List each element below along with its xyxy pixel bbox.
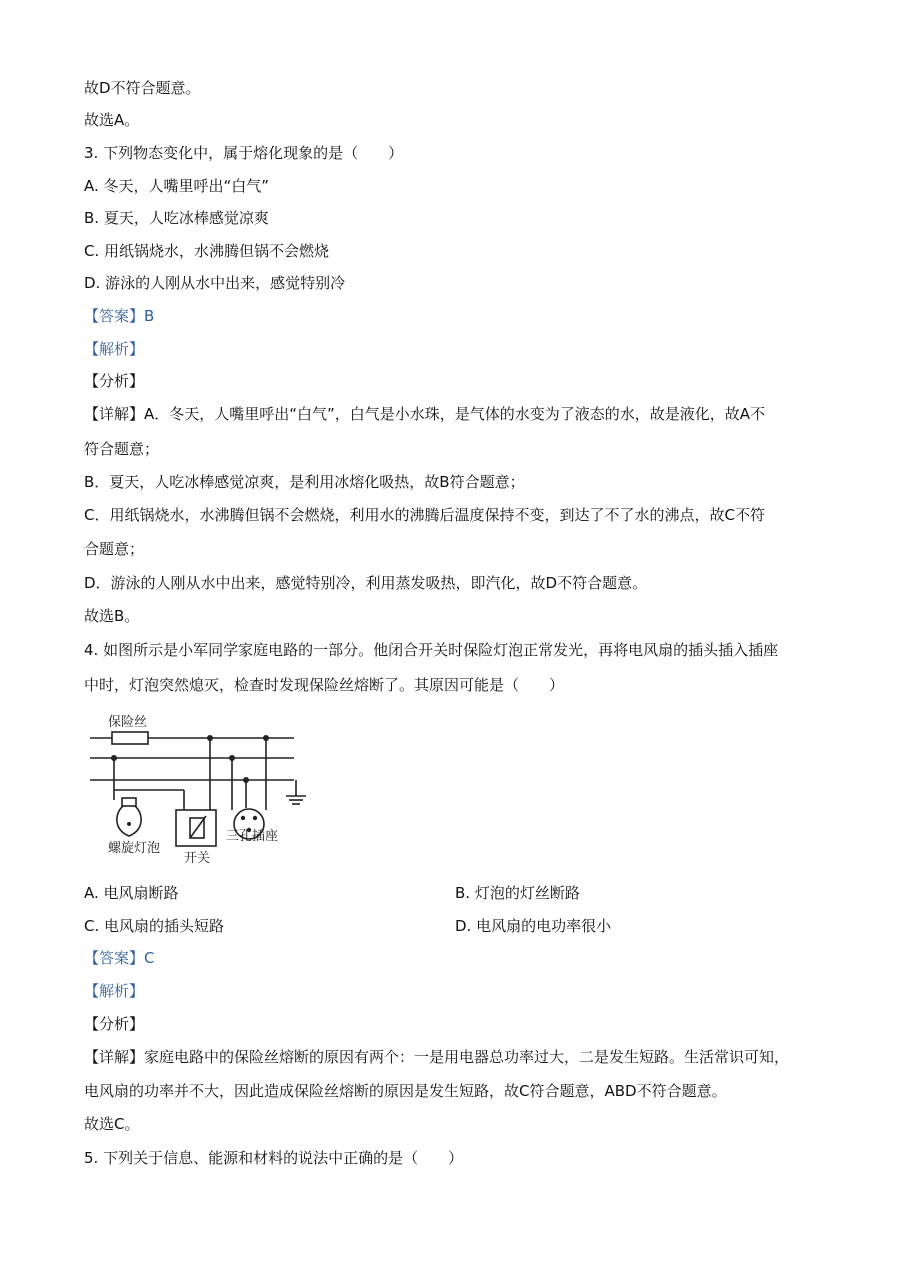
option-d: D. 游泳的人刚从水中出来，感觉特别冷 (84, 274, 346, 292)
analysis-label: 【解析】 (84, 982, 145, 1000)
detail-line: 合题意； (84, 540, 145, 558)
detail-line: 【详解】家庭电路中的保险丝熔断的原因有两个：一是用电器总功率过大，二是发生短路。生活常识可知， (84, 1048, 790, 1066)
bulb-label: 螺旋灯泡 (108, 841, 161, 856)
detail-line: 符合题意； (84, 440, 160, 458)
answer-label: 【答案】B (84, 307, 155, 325)
socket-label: 三孔插座 (226, 829, 279, 844)
question-3: 3. 下列物态变化中，属于熔化现象的是（ ） (84, 144, 404, 162)
text-line: 故选C。 (84, 1115, 140, 1133)
option-d: D. 电风扇的电功率很小 (455, 917, 612, 935)
analysis-label: 【解析】 (84, 340, 145, 358)
option-b: B. 夏天，人吃冰棒感觉凉爽 (84, 209, 269, 227)
detail-line: C．用纸锅烧水，水沸腾但锅不会燃烧，利用水的沸腾后温度保持不变，到达了不了水的沸点，故C不符 (84, 506, 765, 524)
text-line: 故D不符合题意。 (84, 79, 201, 97)
switch-label: 开关 (184, 851, 211, 866)
option-a: A. 电风扇断路 (84, 884, 179, 902)
text-line: 故选B。 (84, 607, 140, 625)
option-a: A. 冬天，人嘴里呼出“白气” (84, 177, 270, 195)
detail-line: D．游泳的人刚从水中出来，感觉特别冷，利用蒸发吸热，即汽化，故D不符合题意。 (84, 574, 648, 592)
detail-line: B．夏天，人吃冰棒感觉凉爽，是利用冰熔化吸热，故B符合题意； (84, 473, 525, 491)
detail-line: 电风扇的功率并不大，因此造成保险丝熔断的原因是发生短路，故C符合题意，ABD不符合题意。 (84, 1082, 727, 1100)
circuit-diagram (84, 712, 314, 872)
option-b: B. 灯泡的灯丝断路 (455, 884, 580, 902)
analysis-heading: 【分析】 (84, 372, 145, 390)
analysis-heading: 【分析】 (84, 1015, 145, 1033)
question-4: 4. 如图所示是小军同学家庭电路的一部分。他闭合开关时保险灯泡正常发光，再将电风扇的插头插入插座 (84, 641, 779, 659)
fuse-label: 保险丝 (108, 715, 148, 730)
answer-label: 【答案】C (84, 949, 155, 967)
question-5: 5. 下列关于信息、能源和材料的说法中正确的是（ ） (84, 1149, 464, 1167)
option-c: C. 电风扇的插头短路 (84, 917, 225, 935)
question-4-cont: 中时，灯泡突然熄灭，检查时发现保险丝熔断了。其原因可能是（ ） (84, 676, 565, 694)
detail-line: 【详解】A．冬天，人嘴里呼出“白气”，白气是小水珠，是气体的水变为了液态的水，故是液化，故A不 (84, 405, 766, 423)
text-line: 故选A。 (84, 111, 140, 129)
option-c: C. 用纸锅烧水，水沸腾但锅不会燃烧 (84, 242, 330, 260)
circuit-svg (84, 712, 314, 872)
